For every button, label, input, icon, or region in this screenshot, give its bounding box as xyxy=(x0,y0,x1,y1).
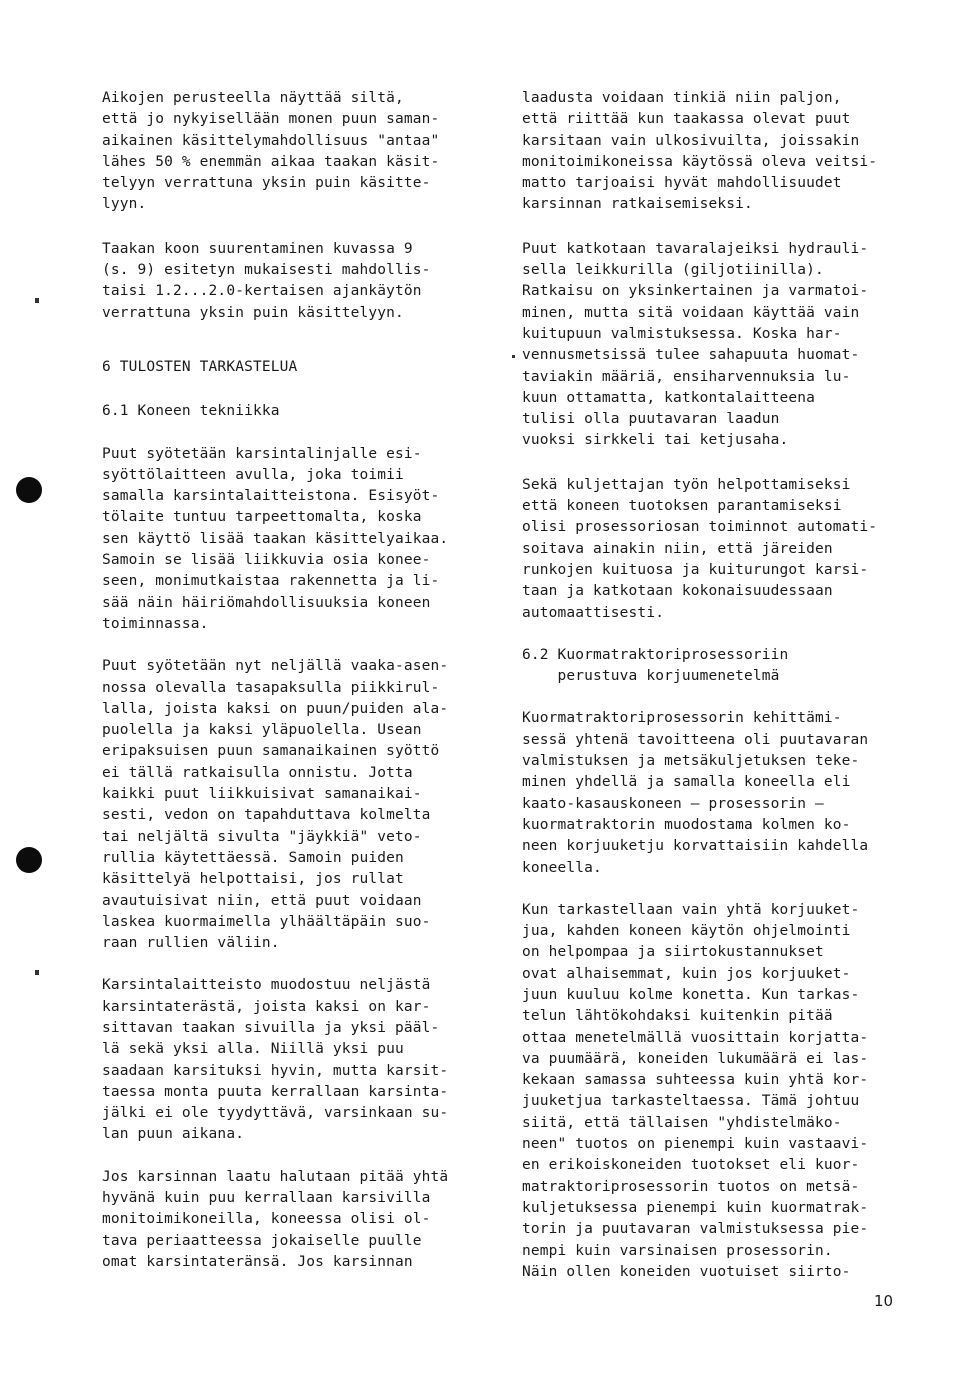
text-line: monitoimikoneilla, koneessa olisi ol- xyxy=(102,1211,431,1228)
text-line: Karsintalaitteisto muodostuu neljästä xyxy=(102,977,431,994)
paragraph xyxy=(102,239,502,324)
text-line: minen yhdellä ja samalla koneella eli xyxy=(522,774,851,791)
subsection-heading xyxy=(102,401,502,422)
text-line: tava periaatteessa jokaiselle puulle xyxy=(102,1232,422,1249)
text-line: taessa monta puuta kerrallaan karsinta- xyxy=(102,1083,449,1100)
text-line: omat karsintateränsä. Jos karsinnan xyxy=(102,1253,413,1270)
text-line: valmistuksen ja metsäkuljetuksen teke- xyxy=(522,753,860,770)
text-line: kaikki puut liikkuisivat samanaikai- xyxy=(102,786,422,803)
text-line: jua, kahden koneen käytön ohjelmointi xyxy=(522,923,851,940)
paragraph xyxy=(522,239,922,452)
text-line: Kuormatraktoriprosessorin kehittämi- xyxy=(522,710,842,727)
text-line: että koneen tuotoksen parantamiseksi xyxy=(522,498,842,515)
text-line: tölaite tuntuu tarpeettomalta, koska xyxy=(102,509,422,526)
punch-hole-top xyxy=(16,477,42,503)
text-line: verrattuna yksin puin käsittelyyn. xyxy=(102,304,404,321)
text-line: sessä yhtenä tavoitteena oli puutavaran xyxy=(522,731,869,748)
text-line: puolella ja kaksi yläpuolella. Usean xyxy=(102,722,422,739)
text-line: juun kuuluu kolme konetta. Kun tarkas- xyxy=(522,986,860,1003)
text-line: on helpompaa ja siirtokustannukset xyxy=(522,944,824,961)
text-line: karsintaterästä, joista kaksi on kar- xyxy=(102,998,431,1015)
paragraph xyxy=(102,656,502,954)
text-line: kuun ottamatta, katkontalaitteena xyxy=(522,389,816,406)
text-line: runkojen kuituosa ja kuiturungot karsi- xyxy=(522,561,869,578)
text-line: sen käyttö lisää taakan käsittelyaikaa. xyxy=(102,530,449,547)
text-line: automaattisesti. xyxy=(522,604,665,621)
text-line: samalla karsintalaitteistona. Esisyöt- xyxy=(102,488,440,505)
text-line: telyyn verrattuna yksin puin käsitte- xyxy=(102,175,431,192)
paragraph xyxy=(522,900,922,1283)
text-line: taan ja katkotaan kokonaisuudessaan xyxy=(522,583,833,600)
text-line: nempi kuin varsinaisen prosessorin. xyxy=(522,1242,833,1259)
text-line: kuormatraktorin muodostama kolmen ko- xyxy=(522,816,851,833)
text-line: avautuisivat niin, että puut voidaan xyxy=(102,892,422,909)
paragraph xyxy=(522,88,922,216)
text-line: sella leikkurilla (giljotiinilla). xyxy=(522,262,824,279)
text-line: rullia käytettäessä. Samoin puiden xyxy=(102,849,404,866)
text-line: 6.2 Kuormatraktoriprosessoriin xyxy=(522,646,789,663)
text-line: lan puun aikana. xyxy=(102,1126,245,1143)
text-line: lyyn. xyxy=(102,196,147,213)
text-line: Jos karsinnan laatu halutaan pitää yhtä xyxy=(102,1168,449,1185)
text-line: lä sekä yksi alla. Niillä yksi puu xyxy=(102,1041,404,1058)
text-line: laskea kuormaimella ylhäältäpäin suo- xyxy=(102,913,431,930)
section-heading xyxy=(102,357,502,378)
subsection-heading xyxy=(522,645,922,688)
text-line: torin ja puutavaran valmistuksessa pie- xyxy=(522,1221,869,1238)
paragraph xyxy=(102,88,502,216)
text-line: laadusta voidaan tinkiä niin paljon, xyxy=(522,90,842,106)
text-line: kuljetuksessa pienempi kuin kuormatrak- xyxy=(522,1199,869,1216)
text-line: en erikoiskoneiden tuotokset eli kuor- xyxy=(522,1157,860,1174)
text-line: karsinnan ratkaisemiseksi. xyxy=(522,196,753,213)
text-line: monitoimikoneissa käytössä oleva veitsi- xyxy=(522,153,878,170)
text-line: lalla, joista kaksi on puun/puiden ala- xyxy=(102,700,449,717)
text-line: telun lähtökohdaksi kuitenkin pitää xyxy=(522,1008,833,1025)
text-line: vuoksi sirkkeli tai ketjusaha. xyxy=(522,432,789,449)
text-line: kuitupuun valmistuksessa. Koska har- xyxy=(522,325,842,342)
text-line: 6 TULOSTEN TARKASTELUA xyxy=(102,358,298,375)
text-line: eripaksuisen puun samanaikainen syöttö xyxy=(102,743,440,760)
text-line: taisi 1.2...2.0-kertaisen ajankäytön xyxy=(102,283,422,300)
text-line: matraktoriprosessorin tuotos on metsä- xyxy=(522,1178,860,1195)
text-line: koneella. xyxy=(522,859,602,876)
text-line: Puut katkotaan tavaralajeiksi hydrauli- xyxy=(522,240,869,257)
text-line: soitava ainakin niin, että järeiden xyxy=(522,540,833,557)
text-line: toiminnassa. xyxy=(102,615,209,632)
text-line: vennusmetsissä tulee sahapuuta huomat- xyxy=(522,347,860,364)
text-line: syöttölaitteen avulla, joka toimii xyxy=(102,466,404,483)
text-line: Sekä kuljettajan työn helpottamiseksi xyxy=(522,476,851,493)
text-line: va puumäärä, koneiden lukumäärä ei las- xyxy=(522,1050,869,1067)
text-line: hyvänä kuin puu kerrallaan karsivilla xyxy=(102,1190,431,1207)
text-line: Puut syötetään nyt neljällä vaaka-asen- xyxy=(102,658,449,675)
text-line: neen korjuuketju korvattaisiin kahdella xyxy=(522,838,869,855)
text-line: sesti, vedon on tapahduttava kolmelta xyxy=(102,807,431,824)
text-line: 6.1 Koneen tekniikka xyxy=(102,403,280,420)
text-line: Aikojen perusteella näyttää siltä, xyxy=(102,90,404,106)
text-line: kaato-kasauskoneen – prosessorin – xyxy=(522,795,824,812)
text-line: kekaan samassa suhteessa kuin yhtä kor- xyxy=(522,1072,869,1089)
text-line: lähes 50 % enemmän aikaa taakan käsit- xyxy=(102,153,440,170)
text-line: Puut syötetään karsintalinjalle esi- xyxy=(102,445,422,462)
text-line: aikainen käsittelymahdollisuus "antaa" xyxy=(102,132,440,149)
left-column xyxy=(102,88,502,1273)
text-line: karsitaan vain ulkosivuilta, joissakin xyxy=(522,132,860,149)
text-line: Ratkaisu on yksinkertainen ja varmatoi- xyxy=(522,283,869,300)
text-line: jälki ei ole tyydyttävä, varsinkaan su- xyxy=(102,1105,449,1122)
text-line: nossa olevalla tasapaksulla piikkirul- xyxy=(102,679,440,696)
text-line: että jo nykyisellään monen puun saman- xyxy=(102,111,440,128)
paragraph xyxy=(522,708,922,878)
text-line: tai neljältä sivulta "jäykkiä" veto- xyxy=(102,828,422,845)
paragraph xyxy=(522,475,922,624)
text-line: matto tarjoaisi hyvät mahdollisuudet xyxy=(522,175,842,192)
text-line: sää näin häiriömahdollisuuksia koneen xyxy=(102,594,431,611)
scan-speck xyxy=(35,298,39,303)
text-line: olisi prosessoriosan toiminnot automati- xyxy=(522,519,878,536)
text-line: (s. 9) esitetyn mukaisesti mahdollis- xyxy=(102,262,431,279)
text-line: Näin ollen koneiden vuotuiset siirto- xyxy=(522,1263,851,1280)
text-line: että riittää kun taakassa olevat puut xyxy=(522,111,851,128)
right-column xyxy=(522,88,922,1283)
text-line: Samoin se lisää liikkuvia osia konee- xyxy=(102,552,431,569)
text-line: sittavan taakan sivuilla ja yksi pääl- xyxy=(102,1019,440,1036)
paragraph xyxy=(102,975,502,1145)
text-line: raan rullien väliin. xyxy=(102,935,280,952)
scan-speck xyxy=(35,970,39,975)
text-line: minen, mutta sitä voidaan käyttää vain xyxy=(522,304,860,321)
text-line: siitä, että tällaisen "yhdistelmäko- xyxy=(522,1114,842,1131)
paragraph xyxy=(102,1167,502,1273)
text-line: ovat alhaisemmat, kuin jos korjuuket- xyxy=(522,965,851,982)
text-line: käsittelyä helpottaisi, jos rullat xyxy=(102,871,404,888)
text-line: ottaa menetelmällä vuosittain korjatta- xyxy=(522,1029,869,1046)
text-line: Kun tarkastellaan vain yhtä korjuuket- xyxy=(522,901,860,918)
page-number: 10 xyxy=(874,1292,894,1310)
text-line: saadaan karsituksi hyvin, mutta karsit- xyxy=(102,1062,449,1079)
text-line: perustuva korjuumenetelmä xyxy=(522,668,780,685)
text-line: juuketjua tarkasteltaessa. Tämä johtuu xyxy=(522,1093,860,1110)
text-line: Taakan koon suurentaminen kuvassa 9 xyxy=(102,240,413,257)
punch-hole-bottom xyxy=(16,847,42,873)
scan-speck xyxy=(512,355,515,358)
text-line: neen" tuotos on pienempi kuin vastaavi- xyxy=(522,1136,869,1153)
text-line: tulisi olla puutavaran laadun xyxy=(522,411,780,428)
text-line: taviakin määriä, ensiharvennuksia lu- xyxy=(522,368,851,385)
paragraph xyxy=(102,444,502,636)
text-line: ei tällä ratkaisulla onnistu. Jotta xyxy=(102,764,413,781)
text-line: seen, monimutkaistaa rakennetta ja li- xyxy=(102,573,440,590)
